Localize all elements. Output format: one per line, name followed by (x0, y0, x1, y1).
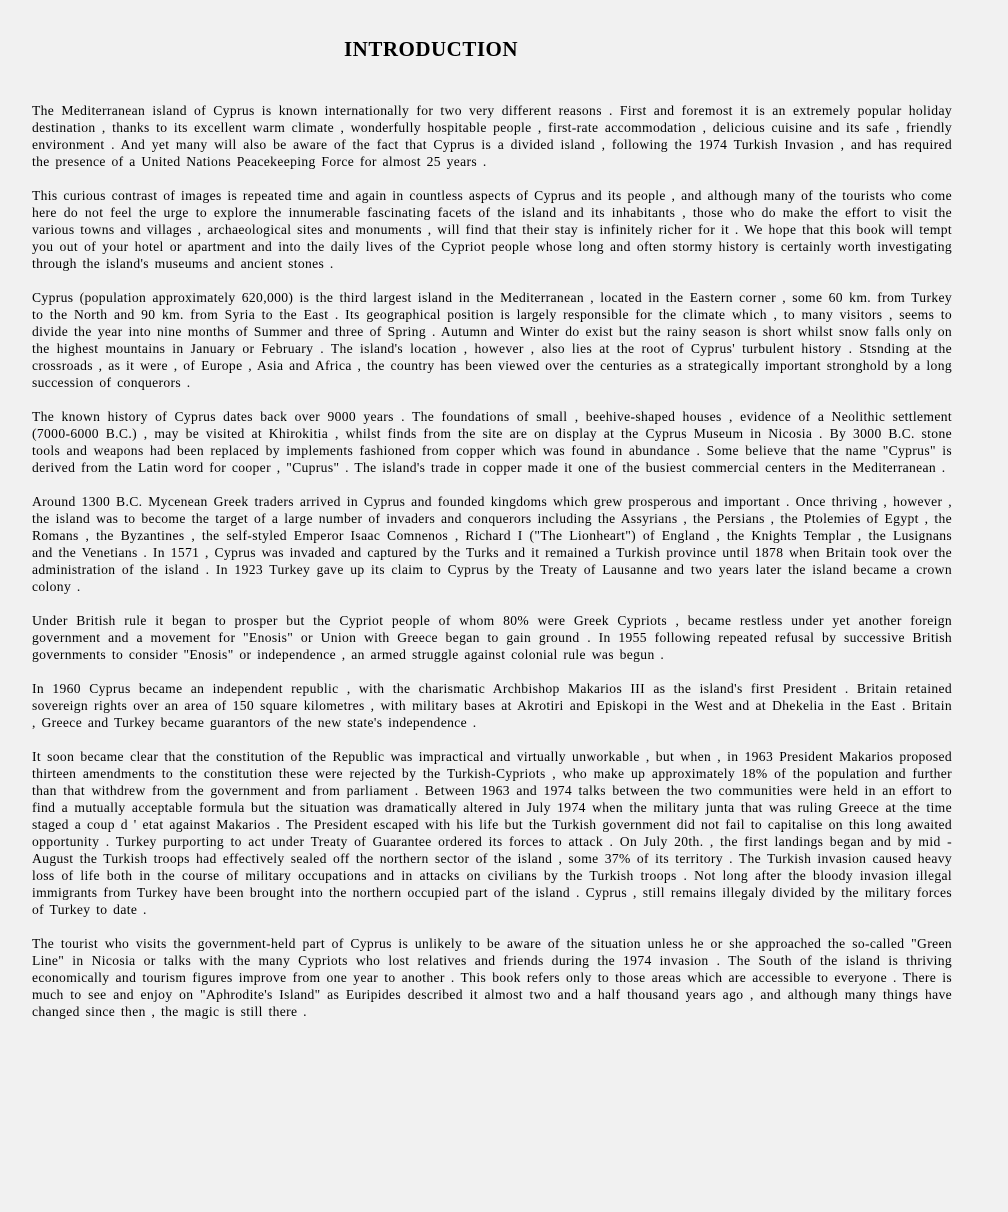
paragraph-tourist-today: The tourist who visits the government-held part of Cyprus is unlikely to be aware of the situation unless he or she approached the so-called "Green Line" in Nicosia or talks with the many Cypriots who lost relatives and friends during the 1974 invasion . The South of the island is thriving economically and tourism figures improve from one year to another . This book refers only to those areas which are accessible to everyone . There is much to see and enjoy on "Aphrodite's Island" as Euripides described it almost two and a half thousand years ago , and although many things have changed since then , the magic is still there . (32, 936, 952, 1019)
page-title: INTRODUCTION (344, 37, 519, 61)
paragraph-turkish-invasion: It soon became clear that the constitution of the Republic was impractical and virtually unworkable , but when , in 1963 President Makarios proposed thirteen amendments to the constitution these were rejected by the Turkish-Cypriots , who make up approximately 18% of the population and further than that withdrew from the government and from parliament . Between 1963 and 1974 talks between the two communities were held in an effort to find a mutually acceptable formula but the situation was dramatically altered in July 1974 when the military junta that was ruling Greece at the time staged a coup d ' etat against Makarios . The President escaped with his life but the Turkish government did not fail to capitalise on this long awaited opportunity . Turkey purporting to act under Treaty of Guarantee ordered its forces to attack . On July 20th. , the first landings began and by mid - August the Turkish troops had effectively sealed off the northern sector of the island , some 37% of its territory . The Turkish invasion caused heavy loss of life both in the course of military occupations and in attacks on civilians by the Turkish troops . Not long after the bloody invasion illegal immigrants from Turkey have been brought into the northern occupied part of the island . Cyprus , still remains illegaly divided by the military forces of Turkey to date . (32, 749, 952, 917)
paragraph-independence: In 1960 Cyprus became an independent republic , with the charismatic Archbishop Makarios III as the island's first President . Britain retained sovereign rights over an area of 150 square kilometres , with military bases at Akrotiri and Episkopi in the West and at Dhekelia in the East . Britain , Greece and Turkey became guarantors of the new state's independence . (32, 681, 952, 730)
paragraph-invaders-conquerors: Around 1300 B.C. Mycenean Greek traders arrived in Cyprus and founded kingdoms which grew prosperous and important . Once thriving , however , the island was to become the target of a large number of invaders and conquerors including the Assyrians , the Persians , the Ptolemies of Egypt , the Romans , the Byzantines , the self-styled Emperor Isaac Comnenos , Richard I ("The Lionheart") of England , the Knights Templar , the Lusignans and the Venetians . In 1571 , Cyprus was invaded and captured by the Turks and it remained a Turkish province until 1878 when Britain took over the administration of the island . In 1923 Turkey gave up its claim to Cyprus by the Treaty of Lausanne and two years later the island became a crown colony . (32, 494, 952, 594)
paragraph-geography-climate: Cyprus (population approximately 620,000) is the third largest island in the Mediterranean , located in the Eastern corner , some 60 km. from Turkey to the North and 90 km. from Syria to the East . Its geographical position is largely responsible for the climate which , to many visitors , seems to divide the year into nine months of Summer and three of Spring . Autumn and Winter do exist but the rainy season is short whilst snow falls only on the highest mountains in January or February . The island's location , however , also lies at the root of Cyprus' turbulent history . Stsnding at the crossroads , as it were , of Europe , Asia and Africa , the country has been viewed over the centuries as a strategically important stronghold by a long succession of conquerors . (32, 290, 952, 390)
paragraph-early-history: The known history of Cyprus dates back over 9000 years . The foundations of small , beehive-shaped houses , evidence of a Neolithic settlement (7000-6000 B.C.) , may be visited at Khirokitia , whilst finds from the site are on display at the Cyprus Museum in Nicosia . By 3000 B.C. stone tools and weapons had been replaced by implements fashioned from copper which was found in abundance . Some believe that the name "Cyprus" is derived from the Latin word for cooper , "Cuprus" . The island's trade in copper made it one of the busiest commercial centers in the Mediterranean . (32, 409, 952, 475)
paragraph-contrast-of-images: This curious contrast of images is repeated time and again in countless aspects of Cyprus and its people , and although many of the tourists who come here do not feel the urge to explore the innumerable fascinating facets of the island and its inhabitants , those who do make the effort to visit the various towns and villages , archaeological sites and monuments , will find that their stay is infinitely richer for it . We hope that this book will tempt you out of your hotel or apartment and into the daily lives of the Cypriot people whose long and often stormy history is certainly worth investigating through the island's museums and ancient stones . (32, 188, 952, 271)
paragraph-tourism-and-division: The Mediterranean island of Cyprus is known internationally for two very different reasons . First and foremost it is an extremely popular holiday destination , thanks to its excellent warm climate , wonderfully hospitable people , first-rate accommodation , delicious cuisine and its safe , friendly environment . And yet many will also be aware of the fact that Cyprus is a divided island , following the 1974 Turkish Invasion , and has required the presence of a United Nations Peacekeeping Force for almost 25 years . (32, 103, 952, 169)
paragraph-british-rule: Under British rule it began to prosper but the Cypriot people of whom 80% were Greek Cypriots , became restless under yet another foreign government and a movement for "Enosis" or Union with Greece began to gain ground . In 1955 following repeated refusal by successive British governments to consider "Enosis" or independence , an armed struggle against colonial rule was begun . (32, 613, 952, 662)
